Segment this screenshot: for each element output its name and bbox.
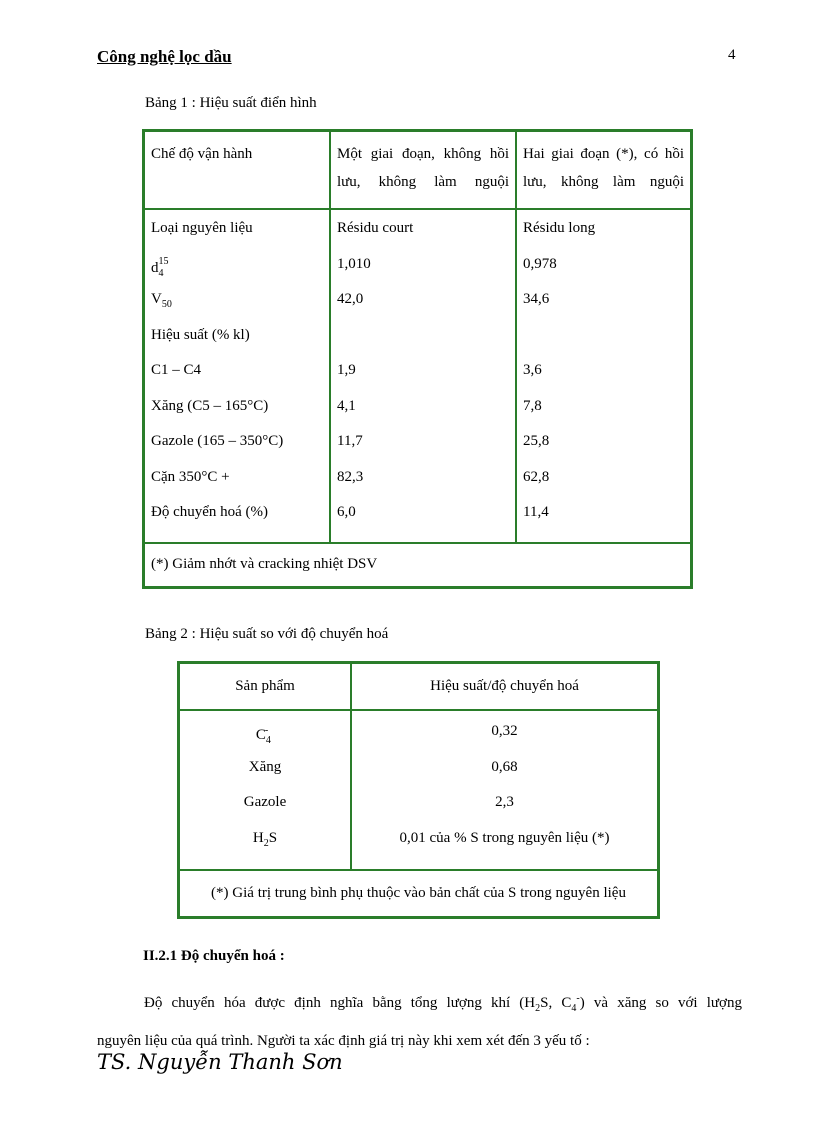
cell-value: 11,4 (523, 504, 549, 520)
row-label: Loại nguyên liệu (151, 220, 253, 236)
header-cell: Sản phẩm (179, 663, 352, 711)
product-column (179, 710, 352, 870)
row-label-density: $d_4^{15}$ (151, 255, 169, 279)
ratio-column (351, 710, 659, 870)
table-body-row (179, 710, 659, 870)
row-label: C1 – C4 (151, 362, 202, 378)
table-header-row (144, 131, 692, 210)
label-column (144, 209, 331, 543)
cell-value: 0,32 (491, 723, 518, 739)
cell-value: 1,010 (337, 255, 371, 272)
row-label: Cặn 350°C + (151, 468, 230, 485)
cell-value: 3,6 (523, 362, 542, 378)
cell-value: 2,3 (495, 794, 514, 810)
cell-value: 42,0 (337, 291, 364, 307)
cell-value: 0,01 của % S trong nguyên liệu (*) (399, 829, 610, 846)
cell-value: 34,6 (523, 291, 550, 307)
cell-value: 62,8 (523, 468, 550, 485)
cell-value: 1,9 (337, 362, 356, 378)
paragraph-line-2: nguyên liệu của quá trình. Người ta xác định giá trị này khi xem xét đến 3 yếu tố : (97, 1033, 590, 1049)
product-label: Xăng (248, 758, 282, 775)
cell-value: 11,7 (337, 433, 363, 449)
table-header-row (179, 663, 659, 711)
cell-value: 0,68 (491, 758, 518, 775)
table-typical-yield (142, 129, 693, 589)
cell-value: Résidu long (523, 220, 596, 236)
cell-value: 82,3 (337, 468, 364, 485)
author-footer: TS. Nguyễn Thanh Sơn (97, 1050, 343, 1074)
cell-value: 7,8 (523, 397, 542, 414)
row-label-viscosity: $V_{50}$ (151, 291, 172, 310)
table-footnote: (*) Giá trị trung bình phụ thuộc vào bản chất của S trong nguyên liệu (179, 870, 659, 918)
row-label: Hiệu suất (% kl) (151, 326, 250, 343)
cell-value: 4,1 (337, 397, 356, 414)
row-label: Xăng (C5 – 165°C) (151, 397, 269, 414)
section-heading: II.2.1 Độ chuyển hoá : (143, 948, 285, 964)
row-label: Gazole (165 – 350°C) (151, 433, 284, 449)
header-cell: Một giai đoạn, không hồi lưu, không làm nguội (330, 131, 516, 210)
product-c4: $C_4^-$ (255, 725, 271, 746)
cell-value: 0,978 (523, 255, 557, 272)
cell-value (337, 323, 509, 359)
table-body-row (144, 209, 692, 543)
table1-caption: Bảng 1 : Hiệu suất điển hình (145, 95, 317, 111)
row-label: Độ chuyển hoá (%) (151, 504, 269, 520)
table2-caption: Bảng 2 : Hiệu suất so với độ chuyển hoá (145, 626, 389, 642)
table-footnote-row (179, 870, 659, 918)
table-footnote: (*) Giảm nhớt và cracking nhiệt DSV (144, 543, 692, 588)
header-cell: Chế độ vận hành (144, 131, 331, 210)
table-footnote-row (144, 543, 692, 588)
value-column-one-stage (330, 209, 516, 543)
product-h2s: $H_2S$ (252, 829, 278, 849)
document-title: Công nghệ lọc dầu (97, 47, 232, 66)
cell-value: 6,0 (337, 504, 356, 520)
header-cell: Hai giai đoạn (*), có hồi lưu, không làm nguội (516, 131, 692, 210)
cell-value: Résidu court (337, 220, 414, 236)
product-label: Gazole (243, 794, 287, 810)
cell-value (523, 323, 684, 359)
table-yield-vs-conversion (177, 661, 660, 919)
paragraph-line-1: Độ chuyển hóa được định nghĩa bằng tổng lượng khí ($H_2S$, $C_4^-$) và xăng so với lượng (144, 993, 742, 1014)
cell-value: 25,8 (523, 433, 550, 449)
value-column-two-stage (516, 209, 692, 543)
page-number: 4 (728, 47, 736, 63)
body-paragraph (97, 983, 742, 1057)
header-cell: Hiệu suất/độ chuyển hoá (351, 663, 659, 711)
